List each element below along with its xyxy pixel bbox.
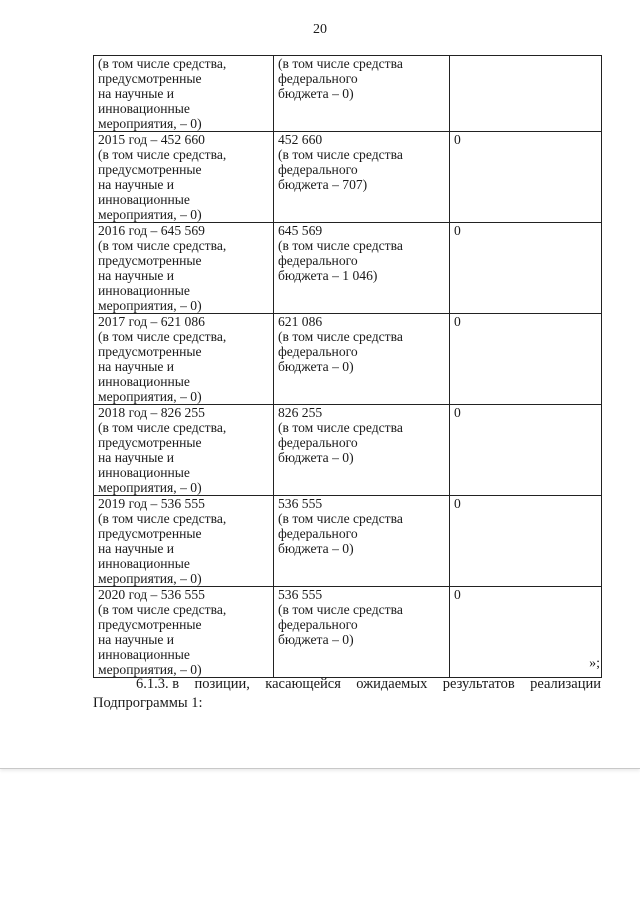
- cell-line: федерального: [278, 344, 358, 359]
- cell-line: бюджета – 1 046): [278, 268, 378, 283]
- cell-line: (в том числе средства,: [98, 238, 227, 253]
- closing-quote: »;: [589, 656, 600, 671]
- cell-line: 2020 год – 536 555: [98, 587, 205, 602]
- cell-line: 2017 год – 621 086: [98, 314, 205, 329]
- table-cell-1: [94, 587, 274, 678]
- paragraph-word: позиции,: [194, 676, 250, 692]
- table-cell-3: [450, 223, 602, 314]
- cell-line: федерального: [278, 526, 358, 541]
- table-cell-1: [94, 223, 274, 314]
- cell-line: 0: [454, 314, 461, 329]
- cell-line: (в том числе средства,: [98, 511, 227, 526]
- paragraph-word: реализации: [530, 676, 601, 692]
- cell-line: инновационные: [98, 101, 190, 116]
- cell-line: на научные и: [98, 450, 175, 465]
- cell-line: (в том числе средства: [278, 329, 403, 344]
- cell-line: бюджета – 707): [278, 177, 368, 192]
- cell-line: федерального: [278, 617, 358, 632]
- cell-line: на научные и: [98, 632, 175, 647]
- cell-line: мероприятия, – 0): [98, 389, 202, 404]
- table-row: [94, 405, 602, 496]
- table-cell-3: [450, 56, 602, 132]
- cell-line: (в том числе средства,: [98, 602, 227, 617]
- table-cell-2: [274, 405, 450, 496]
- table-row: [94, 223, 602, 314]
- cell-line: инновационные: [98, 192, 190, 207]
- table-row: [94, 132, 602, 223]
- cell-line: инновационные: [98, 465, 190, 480]
- cell-line: (в том числе средства: [278, 238, 403, 253]
- cell-line: (в том числе средства: [278, 147, 403, 162]
- table-cell-3: [450, 314, 602, 405]
- table-cell-3: [450, 405, 602, 496]
- page-number: 20: [313, 22, 327, 37]
- cell-line: 536 555: [278, 587, 323, 602]
- cell-line: 826 255: [278, 405, 323, 420]
- table-cell-3: [450, 496, 602, 587]
- budget-table-body: [94, 56, 602, 678]
- cell-line: на научные и: [98, 359, 175, 374]
- cell-line: мероприятия, – 0): [98, 207, 202, 222]
- table-cell-1: [94, 314, 274, 405]
- cell-line: инновационные: [98, 374, 190, 389]
- cell-line: мероприятия, – 0): [98, 116, 202, 131]
- cell-line: бюджета – 0): [278, 450, 354, 465]
- cell-line: 0: [454, 496, 461, 511]
- cell-line: инновационные: [98, 647, 190, 662]
- table-cell-1: [94, 132, 274, 223]
- cell-line: на научные и: [98, 541, 175, 556]
- cell-line: 2015 год – 452 660: [98, 132, 205, 147]
- cell-line: федерального: [278, 71, 358, 86]
- cell-line: предусмотренные: [98, 344, 202, 359]
- table-row: [94, 587, 602, 678]
- cell-line: предусмотренные: [98, 253, 202, 268]
- budget-table: [93, 55, 602, 678]
- cell-line: (в том числе средства,: [98, 420, 227, 435]
- paragraph-word: ожидаемых: [356, 676, 428, 692]
- cell-line: 645 569: [278, 223, 323, 238]
- table-cell-2: [274, 496, 450, 587]
- cell-line: (в том числе средства,: [98, 147, 227, 162]
- table-cell-1: [94, 405, 274, 496]
- cell-line: (в том числе средства,: [98, 56, 227, 71]
- cell-line: федерального: [278, 253, 358, 268]
- cell-line: федерального: [278, 162, 358, 177]
- cell-line: бюджета – 0): [278, 541, 354, 556]
- cell-line: (в том числе средства: [278, 602, 403, 617]
- paragraph-6-1-3: [93, 675, 601, 713]
- table-cell-1: [94, 496, 274, 587]
- table-row: [94, 314, 602, 405]
- cell-line: на научные и: [98, 268, 175, 283]
- cell-line: бюджета – 0): [278, 359, 354, 374]
- cell-line: 0: [454, 405, 461, 420]
- cell-line: 2019 год – 536 555: [98, 496, 205, 511]
- cell-line: 2016 год – 645 569: [98, 223, 205, 238]
- cell-line: 0: [454, 132, 461, 147]
- cell-line: бюджета – 0): [278, 632, 354, 647]
- cell-line: федерального: [278, 435, 358, 450]
- table-row: [94, 56, 602, 132]
- paragraph-first-line: [93, 675, 601, 694]
- cell-line: 2018 год – 826 255: [98, 405, 205, 420]
- table-row: [94, 496, 602, 587]
- cell-line: предусмотренные: [98, 71, 202, 86]
- cell-line: инновационные: [98, 556, 190, 571]
- cell-line: предусмотренные: [98, 526, 202, 541]
- cell-line: мероприятия, – 0): [98, 298, 202, 313]
- paragraph-tail: Подпрограммы 1:: [93, 695, 203, 711]
- table-cell-2: [274, 223, 450, 314]
- cell-line: на научные и: [98, 86, 175, 101]
- cell-line: мероприятия, – 0): [98, 662, 202, 677]
- table-cell-2: [274, 132, 450, 223]
- cell-line: (в том числе средства: [278, 420, 403, 435]
- cell-line: 0: [454, 587, 461, 602]
- paragraph-word: результатов: [442, 676, 515, 692]
- cell-line: мероприятия, – 0): [98, 571, 202, 586]
- cell-line: (в том числе средства: [278, 56, 403, 71]
- table-cell-3: [450, 132, 602, 223]
- cell-line: предусмотренные: [98, 435, 202, 450]
- cell-line: предусмотренные: [98, 162, 202, 177]
- cell-line: (в том числе средства: [278, 511, 403, 526]
- cell-line: бюджета – 0): [278, 86, 354, 101]
- paragraph-word: касающейся: [265, 676, 341, 692]
- table-cell-2: [274, 587, 450, 678]
- cell-line: мероприятия, – 0): [98, 480, 202, 495]
- cell-line: предусмотренные: [98, 617, 202, 632]
- cell-line: 536 555: [278, 496, 323, 511]
- cell-line: на научные и: [98, 177, 175, 192]
- cell-line: инновационные: [98, 283, 190, 298]
- cell-line: 452 660: [278, 132, 323, 147]
- table-cell-2: [274, 56, 450, 132]
- cell-line: 0: [454, 223, 461, 238]
- cell-line: (в том числе средства,: [98, 329, 227, 344]
- table-cell-1: [94, 56, 274, 132]
- table-cell-2: [274, 314, 450, 405]
- paragraph-word: 6.1.3. в: [136, 676, 180, 692]
- cell-line: 621 086: [278, 314, 323, 329]
